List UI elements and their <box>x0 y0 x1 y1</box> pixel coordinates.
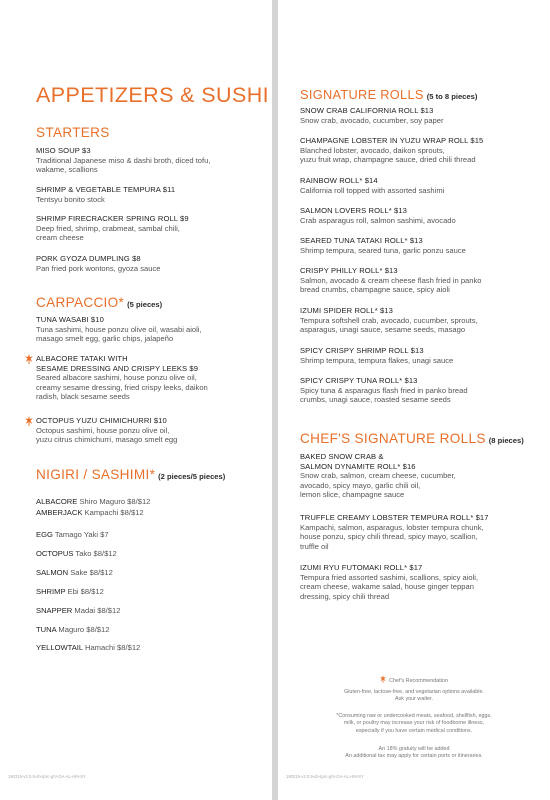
page-title: APPETIZERS & SUSHI <box>36 83 270 107</box>
print-code: 190315-v2.0.9-dn-tprc-grV-OA-AL-HM-SY <box>8 774 86 779</box>
menu-item: TUNA WASABI $10 Tuna sashimi, house ponzu olive oil, wasabi aioli, masago smelt egg, garlic chips, jalapeño <box>36 315 202 344</box>
chef-recommendation-icon <box>25 354 33 364</box>
section-title-chefs-signature-rolls: CHEF'S SIGNATURE ROLLS (8 pieces) <box>300 431 524 446</box>
list-item: SALMON Sake $8/$12 <box>36 568 113 577</box>
menu-item: RAINBOW ROLL* $14 California roll topped with assorted sashimi <box>300 176 445 195</box>
menu-item: SNOW CRAB CALIFORNIA ROLL $13 Snow crab, avocado, cucumber, soy paper <box>300 106 444 125</box>
menu-item: IZUMI SPIDER ROLL* $13 Tempura softshell crab, avocado, cucumber, sprouts, asparagus, unagi sauce, sesame seeds, masago <box>300 306 478 335</box>
menu-item: CHAMPAGNE LOBSTER IN YUZU WRAP ROLL $15 Blanched lobster, avocado, daikon sprouts, yuzu fruit wrap, champagne sauce, dried chili thread <box>300 136 484 165</box>
section-title-starters: STARTERS <box>36 125 110 140</box>
menu-item: BAKED SNOW CRAB & SALMON DYNAMITE ROLL* $16 Snow crab, salmon, cream cheese, cucumber, avocado, spicy mayo, garlic chili oil, lemon slice, champagne sauce <box>300 452 456 500</box>
menu-item: SEARED TUNA TATAKI ROLL* $13 Shrimp tempura, seared tuna, garlic ponzu sauce <box>300 236 466 255</box>
consumption-warning: *Consuming raw or undercooked meats, seafood, shellfish, eggs, milk, or poultry may increase your risk of foodborne illness, especially if you have certain medical conditions. <box>336 713 492 734</box>
gratuity-note: An 18% gratuity will be added An additional tax may apply for certain ports or itineraries. <box>345 746 483 760</box>
menu-item: SHRIMP FIRECRACKER SPRING ROLL $9 Deep fried, shrimp, crabmeat, sambal chili, cream cheese <box>36 214 189 243</box>
menu-item: OCTOPUS YUZU CHIMICHURRI $10 Octopus sashimi, house ponzu olive oil, yuzu citrus chimichurri, masago smelt egg <box>36 416 178 445</box>
menu-item: SALMON LOVERS ROLL* $13 Crab asparagus roll, salmon sashimi, avocado <box>300 206 456 225</box>
menu-item: SHRIMP & VEGETABLE TEMPURA $11 Tentsyu bonito stock <box>36 185 176 204</box>
section-title-nigiri: NIGIRI / SASHIMI* (2 pieces/5 pieces) <box>36 467 226 482</box>
dietary-note: Gluten-free, lactose-free, and vegetarian options available. Ask your waiter. <box>344 689 484 703</box>
list-item: AMBERJACK Kampachi $8/$12 <box>36 508 144 517</box>
list-item: TUNA Maguro $8/$12 <box>36 625 110 634</box>
list-item: ALBACORE Shiro Maguro $8/$12 <box>36 497 151 506</box>
section-title-carpaccio: CARPACCIO* (5 pieces) <box>36 295 163 310</box>
menu-item: SPICY CRISPY TUNA ROLL* $13 Spicy tuna & asparagus flash fried in panko bread crumbs, unagi sauce, roasted sesame seeds <box>300 376 468 405</box>
menu-item: TRUFFLE CREAMY LOBSTER TEMPURA ROLL* $17 Kampachi, salmon, asparagus, lobster tempura chunk, house ponzu, spicy chili thread, spicy mayo, scallion, truffle oil <box>300 513 489 551</box>
chef-recommendation-icon <box>25 416 33 426</box>
chef-recommendation-icon <box>380 675 386 686</box>
menu-item: PORK GYOZA DUMPLING $8 Pan fried pork wontons, gyoza sauce <box>36 254 161 273</box>
list-item: OCTOPUS Tako $8/$12 <box>36 549 117 558</box>
menu-item: MISO SOUP $3 Traditional Japanese miso & dashi broth, diced tofu, wakame, scallions <box>36 146 211 175</box>
left-menu-page <box>0 0 272 800</box>
menu-item: SPICY CRISPY SHRIMP ROLL $13 Shrimp tempura, tempura flakes, unagi sauce <box>300 346 454 365</box>
print-code: 190315-v2.0.9-dn-tprc-grV-OA-AL-HM-SY <box>286 774 364 779</box>
menu-item: ALBACORE TATAKI WITH SESAME DRESSING AND CRISPY LEEKS $9 Seared albacore sashimi, house ponzu olive oil, creamy sesame dressing, fried crispy leeks, daikon radish, black sesame seeds <box>36 354 208 402</box>
list-item: EGG Tamago Yaki $7 <box>36 530 109 539</box>
section-title-signature-rolls: SIGNATURE ROLLS (5 to 8 pieces) <box>300 87 478 102</box>
right-menu-page <box>278 0 550 800</box>
list-item: YELLOWTAIL Hamachi $8/$12 <box>36 643 141 652</box>
menu-item: CRISPY PHILLY ROLL* $13 Salmon, avocado & cream cheese flash fried in panko bread crumbs, champagne sauce, spicy aioli <box>300 266 482 295</box>
menu-item: IZUMI RYU FUTOMAKI ROLL* $17 Tempura fried assorted sashimi, scallions, spicy aioli, cream cheese, wakame salad, house ginger teppan dressing, spicy chili thread <box>300 563 479 601</box>
list-item: SNAPPER Madai $8/$12 <box>36 606 121 615</box>
legend: Chef's Recommendation <box>278 675 550 686</box>
list-item: SHRIMP Ebi $8/$12 <box>36 587 104 596</box>
